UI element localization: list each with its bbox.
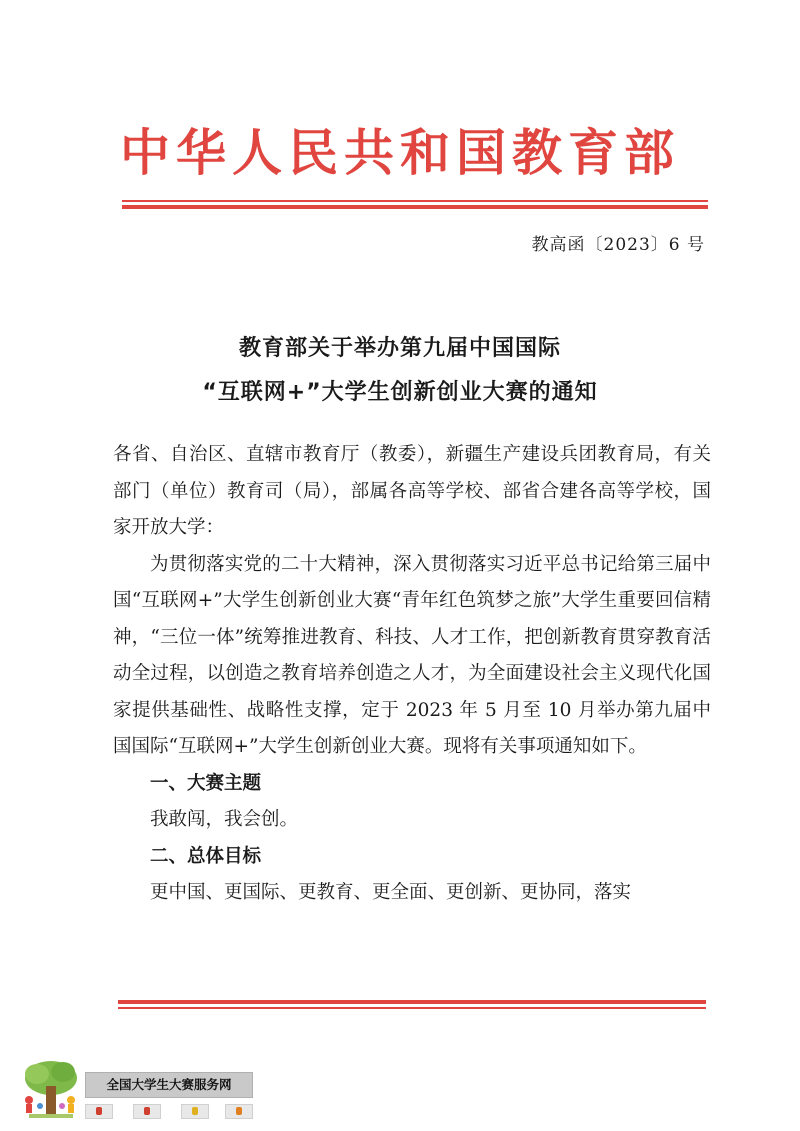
section-1-heading: 一、大赛主题 — [150, 772, 262, 794]
document-body — [113, 437, 711, 912]
intro-paragraph: 为贯彻落实党的二十大精神，深入贯彻落实习近平总书记给第三届中国“互联网+”大学生创新创业大赛“青年红色筑梦之旅”大学生重要回信精神，“三位一体”统筹推进教育、科技、人才工作，把创新教育贯穿教育活动全过程，以创造之教育培养创造之人才，为全面建设社会主义现代化国家提供基础性、战略性支撑，定于 2023 年 5 月至 10 月举办第九届中国国际“互联网+”大学生创新创业大赛。现将有关事项通知如下。 — [113, 553, 711, 757]
tree-logo-icon — [15, 1056, 85, 1126]
header-rule-thin — [122, 200, 708, 202]
red-figure-icon — [85, 1104, 113, 1119]
section-1-text: 我敢闯，我会创。 — [150, 809, 299, 830]
footer-rule-thick — [118, 1000, 706, 1004]
addressee-paragraph: 各省、自治区、直辖市教育厅（教委），新疆生产建设兵团教育局，有关部门（单位）教育司（局），部属各高等学校、部省合建各高等学校，国家开放大学： — [113, 444, 711, 538]
issuer-masthead: 中华人民共和国教育部 — [120, 123, 680, 182]
yellow-figure-icon — [181, 1104, 209, 1119]
title-line-1: 教育部关于举办第九届中国国际 — [238, 336, 561, 361]
document-number: 教高函〔2023〕6 号 — [531, 235, 705, 255]
section-2-text: 更中国、更国际、更教育、更全面、更创新、更协同，落实 — [150, 882, 632, 903]
footer-rule-thin — [118, 1007, 706, 1009]
title-line-2: “互联网+”大学生创新创业大赛的通知 — [202, 380, 598, 405]
section-2-heading: 二、总体目标 — [150, 845, 262, 867]
watermark-site-name: 全国大学生大赛服务网 — [85, 1072, 253, 1098]
document-title — [100, 327, 700, 415]
header-rule-thick — [122, 205, 708, 209]
orange-figure-icon — [225, 1104, 253, 1119]
watermark-icon-row — [85, 1104, 255, 1118]
red-figure-icon — [133, 1104, 161, 1119]
